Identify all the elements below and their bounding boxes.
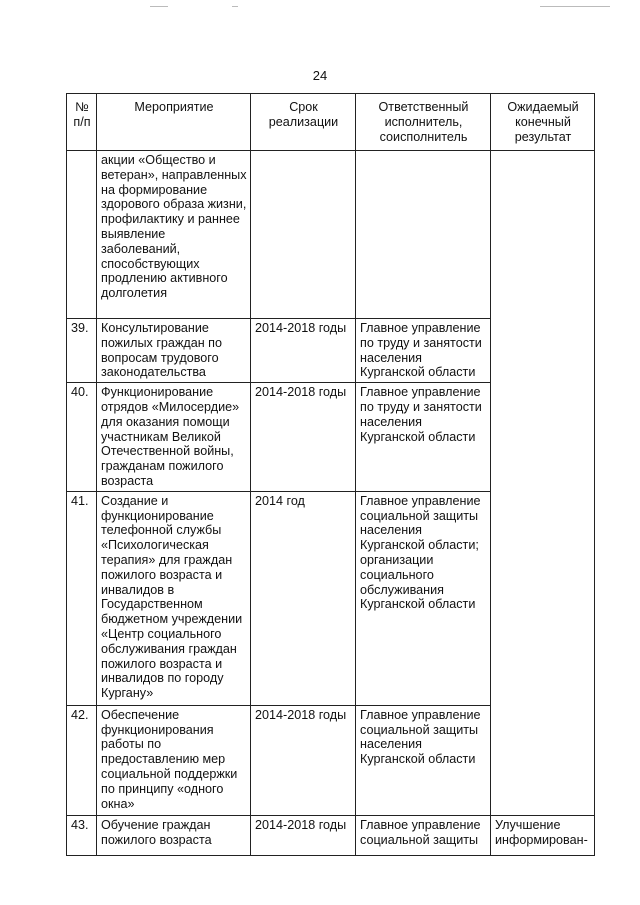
table-row <box>67 151 595 319</box>
row-event: Функционирование отрядов «Милосердие» для оказания помощи участникам Великой Отечественной войны, гражданам пожилого возраста <box>97 383 251 492</box>
row-event: Консультирование пожилых граждан по вопросам трудового законодательства <box>97 319 251 383</box>
row-event: Обеспечение функционирования работы по предоставлению мер социальной поддержки по принципу «одного окна» <box>97 705 251 815</box>
row-period: 2014 год <box>251 491 356 705</box>
row-responsible: Главное управление социальной защиты населения Курганской области <box>356 705 491 815</box>
events-table <box>66 93 595 856</box>
header-responsible: Ответственный исполнитель, соисполнитель <box>356 94 491 151</box>
row-num: 40. <box>67 383 97 492</box>
row-num <box>67 151 97 319</box>
row-num: 41. <box>67 491 97 705</box>
row-result: Улучшение информирован- <box>491 815 595 855</box>
row-event: акции «Общество и ветеран», направленных на формирование здорового образа жизни, профилактику и раннее выявление заболеваний, способствующих продлению активного долголетия <box>97 151 251 319</box>
row-period <box>251 151 356 319</box>
header-period: Срок реализации <box>251 94 356 151</box>
row-num: 39. <box>67 319 97 383</box>
row-responsible: Главное управление социальной защиты <box>356 815 491 855</box>
row-responsible: Главное управление по труду и занятости населения Курганской области <box>356 319 491 383</box>
page-number: 24 <box>312 68 328 83</box>
row-responsible <box>356 151 491 319</box>
header-num: № п/п <box>67 94 97 151</box>
row-period: 2014-2018 годы <box>251 319 356 383</box>
row-num: 43. <box>67 815 97 855</box>
header-result: Ожидаемый конечный результат <box>491 94 595 151</box>
row-result <box>491 151 595 816</box>
table-header-row <box>67 94 595 151</box>
row-responsible: Главное управление по труду и занятости населения Курганской области <box>356 383 491 492</box>
header-event: Мероприятие <box>97 94 251 151</box>
row-period: 2014-2018 годы <box>251 815 356 855</box>
row-period: 2014-2018 годы <box>251 705 356 815</box>
row-event: Создание и функционирование телефонной службы «Психологическая терапия» для граждан пожилого возраста и инвалидов в Государственном бюджетном учреждении «Центр социального обслуживания граждан пожилого возраста и инвалидов по городу Кургану» <box>97 491 251 705</box>
row-num: 42. <box>67 705 97 815</box>
row-responsible: Главное управление социальной защиты населения Курганской области; организации социального обслуживания Курганской области <box>356 491 491 705</box>
row-event: Обучение граждан пожилого возраста <box>97 815 251 855</box>
table-row <box>67 815 595 855</box>
scan-marks <box>0 6 640 12</box>
row-period: 2014-2018 годы <box>251 383 356 492</box>
